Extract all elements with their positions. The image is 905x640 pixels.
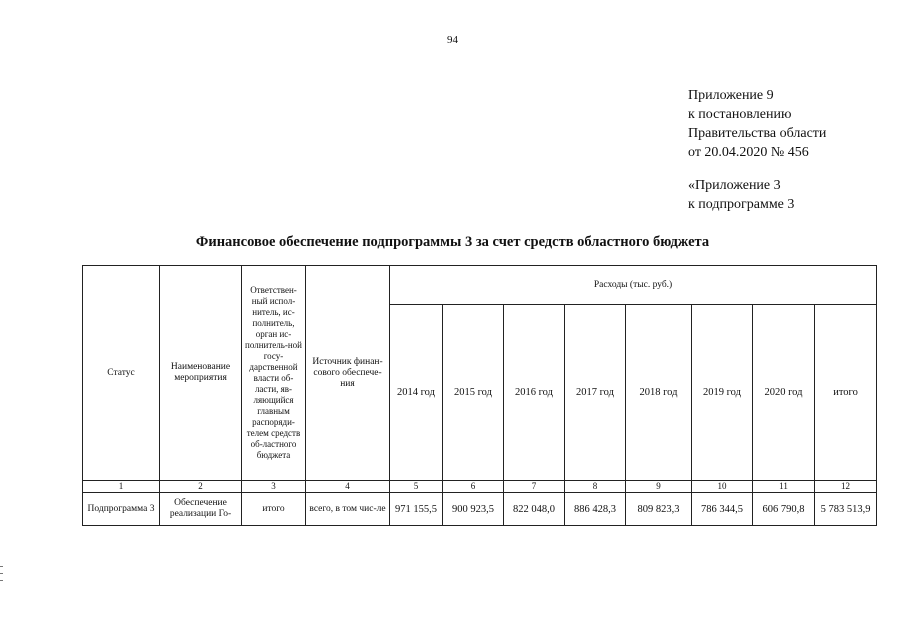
appendix-line: к постановлению (688, 107, 792, 122)
column-number: 3 (242, 481, 306, 493)
row-responsible: итого (242, 493, 306, 526)
header-year: 2014 год (390, 305, 443, 481)
row-value: 886 428,3 (565, 493, 626, 526)
row-total: 5 783 513,9 (815, 493, 877, 526)
row-value: 786 344,5 (692, 493, 753, 526)
column-number: 5 (390, 481, 443, 493)
column-number: 6 (443, 481, 504, 493)
header-year: 2017 год (565, 305, 626, 481)
column-number: 7 (504, 481, 565, 493)
row-value: 809 823,3 (626, 493, 692, 526)
scan-margin-mark (0, 566, 3, 587)
sub-appendix-line: к подпрограмме 3 (688, 197, 795, 212)
column-number: 11 (753, 481, 815, 493)
row-name: Обеспечение реализации Го- (160, 493, 242, 526)
row-value: 971 155,5 (390, 493, 443, 526)
column-number: 4 (306, 481, 390, 493)
table-row (83, 493, 877, 526)
column-number: 9 (626, 481, 692, 493)
header-status: Статус (83, 266, 160, 481)
column-numbers-row (83, 481, 877, 493)
appendix-line: Правительства области (688, 126, 827, 141)
row-value: 822 048,0 (504, 493, 565, 526)
appendix-line: от 20.04.2020 № 456 (688, 145, 809, 160)
header-year: 2018 год (626, 305, 692, 481)
header-responsible: Ответствен-ный испол-нитель, ис-полнитель, орган ис-полнитель-ной госу-дарственной власти об-ласти, яв-ляющийся главным распоряди-телем средств об-ластного бюджета (242, 266, 306, 481)
column-number: 8 (565, 481, 626, 493)
sub-appendix-line: «Приложение 3 (688, 178, 781, 193)
column-number: 1 (83, 481, 160, 493)
document-title: Финансовое обеспечение подпрограммы 3 за счет средств областного бюджета (195, 234, 710, 250)
row-status: Подпрограмма 3 (83, 493, 160, 526)
appendix-block (688, 86, 826, 162)
header-total: итого (815, 305, 877, 481)
page-number: 94 (447, 34, 458, 46)
row-source: всего, в том чис-ле (306, 493, 390, 526)
column-number: 2 (160, 481, 242, 493)
column-number: 12 (815, 481, 877, 493)
row-value: 900 923,5 (443, 493, 504, 526)
row-value: 606 790,8 (753, 493, 815, 526)
header-expenses: Расходы (тыс. руб.) (390, 266, 877, 305)
header-source: Источник финан-сового обеспече-ния (306, 266, 390, 481)
header-year: 2015 год (443, 305, 504, 481)
header-year: 2020 год (753, 305, 815, 481)
financing-table (82, 265, 877, 526)
column-number: 10 (692, 481, 753, 493)
header-year: 2016 год (504, 305, 565, 481)
header-year: 2019 год (692, 305, 753, 481)
header-name: Наименование мероприятия (160, 266, 242, 481)
appendix-line: Приложение 9 (688, 88, 774, 103)
sub-appendix-block (688, 176, 794, 214)
